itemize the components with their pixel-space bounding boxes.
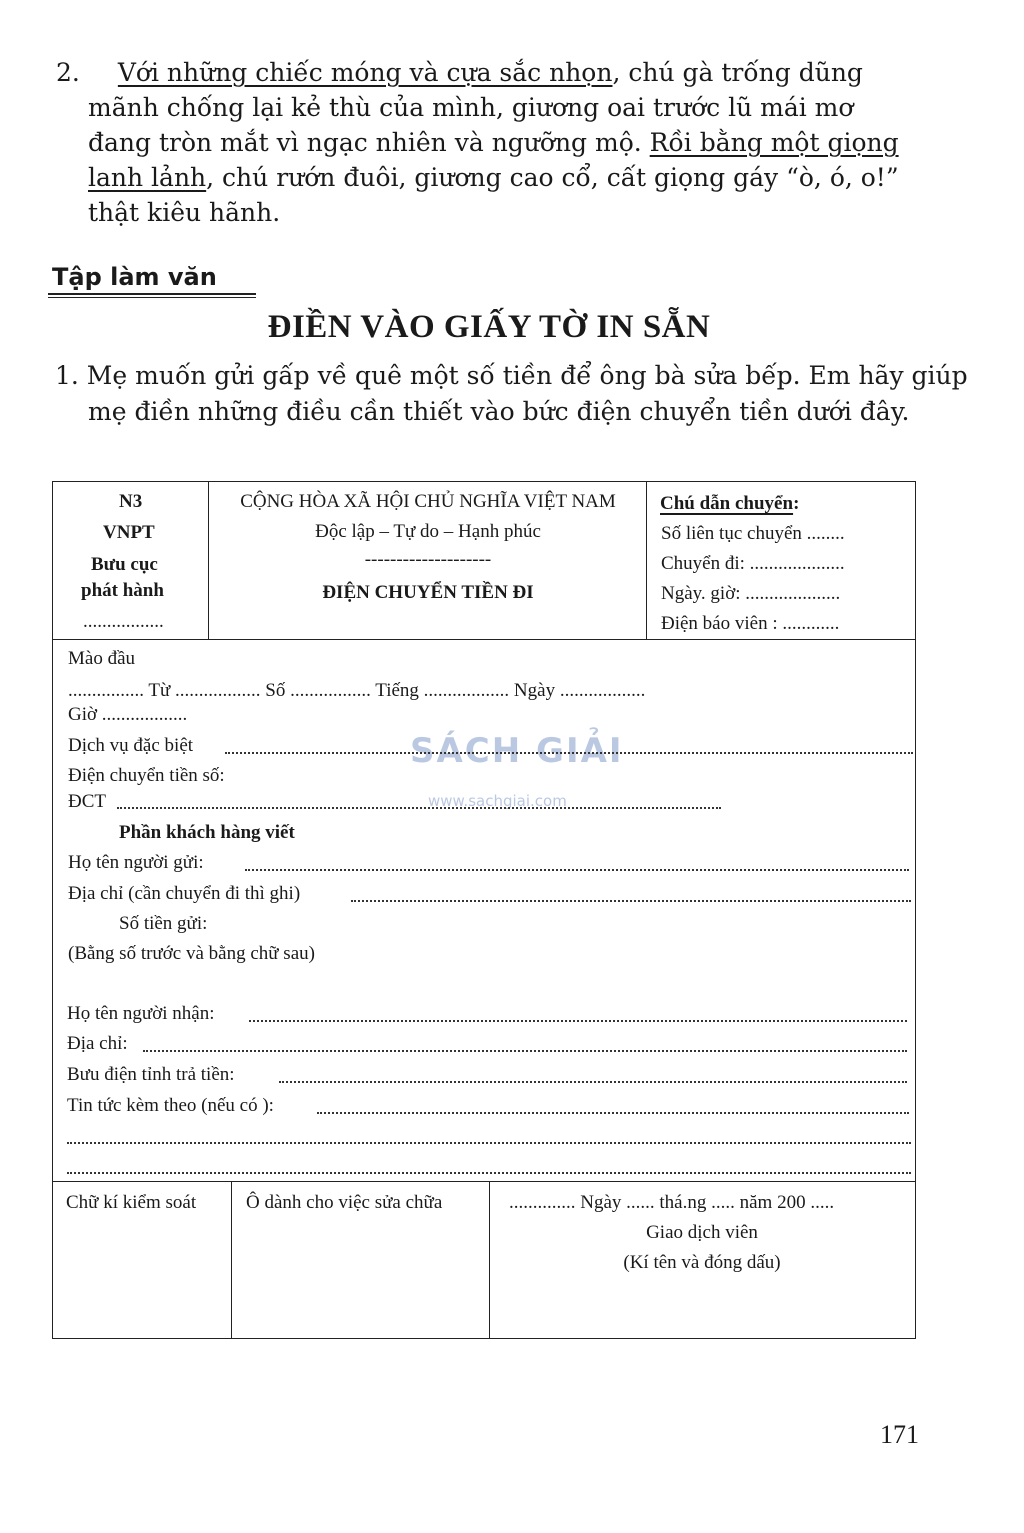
sender-address-line bbox=[351, 900, 911, 902]
sign-stamp-label: (Kí tên và đóng dấu) bbox=[623, 1252, 781, 1273]
routing-datetime: Ngày. giờ: .................... bbox=[661, 583, 841, 604]
page-number: 171 bbox=[880, 1420, 919, 1449]
amount-hint: (Bằng số trước và bằng chữ sau) bbox=[68, 943, 315, 964]
exercise-2-line-2: mãnh chống lại kẻ thù của mình, giương oai trước lũ mái mơ bbox=[88, 93, 854, 122]
message-line-1 bbox=[317, 1112, 909, 1114]
watermark-logo: SÁCH GIẢI bbox=[410, 731, 624, 771]
routing-title-text: Chú dẫn chuyển bbox=[660, 493, 794, 514]
text-span: , chú rướn đuôi, giương cao cổ, cất giọng gáy “ò, ó, o!” bbox=[206, 163, 899, 192]
sender-address-label: Địa chỉ (cần chuyển đi thì ghi) bbox=[68, 883, 301, 904]
header-bottom-line bbox=[53, 639, 915, 640]
header-company: VNPT bbox=[103, 522, 155, 543]
sender-name-label: Họ tên người gửi: bbox=[68, 852, 204, 873]
dct-label: ĐCT bbox=[68, 791, 106, 812]
header-label: Mào đầu bbox=[68, 648, 136, 669]
from-number-row: ................ Từ .................. Số ................. Tiếng .................. Ngày .................. bbox=[68, 680, 646, 701]
transfer-number-label: Điện chuyển tiền số: bbox=[68, 765, 225, 786]
document-title: ĐIỆN CHUYỂN TIỀN ĐI bbox=[322, 582, 534, 603]
routing-title bbox=[660, 493, 799, 515]
exercise-2-line-4 bbox=[88, 160, 899, 195]
paying-office-line bbox=[279, 1081, 907, 1083]
routing-destination: Chuyển đi: .................... bbox=[661, 553, 845, 574]
special-service-label: Dịch vụ đặc biệt bbox=[68, 735, 194, 756]
nation-name: CỘNG HÒA XÃ HỘI CHỦ NGHĨA VIỆT NAM bbox=[240, 491, 616, 512]
header-issuer: phát hành bbox=[81, 580, 164, 601]
underlined-phrase: Rồi bằng một giọng bbox=[649, 128, 899, 157]
text-span: đang tròn mắt vì ngạc nhiên và ngưỡng mộ. bbox=[88, 128, 650, 157]
footer-divider-left bbox=[231, 1181, 232, 1338]
watermark-url: www.sachgiai.com bbox=[428, 792, 567, 810]
header-code: N3 bbox=[119, 491, 143, 512]
money-transfer-form bbox=[52, 481, 916, 1339]
footer-top-line bbox=[53, 1181, 915, 1182]
clerk-label: Giao dịch viên bbox=[646, 1222, 758, 1243]
header-office: Bưu cục bbox=[91, 554, 158, 575]
date-line: .............. Ngày ...... thá.ng ..... năm 200 ..... bbox=[509, 1192, 835, 1213]
control-signature-label: Chữ kí kiểm soát bbox=[66, 1192, 197, 1213]
routing-serial: Số liên tục chuyển ........ bbox=[661, 523, 845, 544]
paying-office-label: Bưu điện tỉnh trả tiền: bbox=[67, 1064, 235, 1085]
correction-box-label: Ô dành cho việc sửa chữa bbox=[246, 1192, 443, 1213]
exercise-number: 2. bbox=[56, 58, 80, 87]
message-label: Tin tức kèm theo (nếu có ): bbox=[67, 1095, 274, 1116]
routing-operator: Điện báo viên : ............ bbox=[661, 613, 840, 634]
page-title: ĐIỀN VÀO GIẤY TỜ IN SẴN bbox=[267, 309, 711, 345]
exercise-2-line-5: thật kiêu hãnh. bbox=[88, 198, 281, 227]
sender-name-line bbox=[245, 869, 909, 871]
underlined-phrase: Với những chiếc móng và cựa sắc nhọn bbox=[117, 58, 613, 87]
routing-title-colon: : bbox=[793, 493, 800, 514]
section-underline-2 bbox=[48, 297, 256, 298]
exercise-2-line-3 bbox=[88, 125, 899, 160]
section-underline bbox=[48, 293, 256, 295]
message-line-2 bbox=[67, 1142, 911, 1144]
exercise-1-line-2: mẹ điền những điều cần thiết vào bức điện chuyển tiền dưới đây. bbox=[88, 397, 910, 426]
special-service-line bbox=[225, 752, 913, 754]
amount-label: Số tiền gửi: bbox=[119, 913, 208, 934]
dct-line bbox=[117, 807, 721, 809]
nation-motto: Độc lập – Tự do – Hạnh phúc bbox=[315, 521, 541, 542]
header-separator: -------------------- bbox=[364, 549, 492, 570]
time-field: Giờ .................. bbox=[68, 704, 188, 725]
exercise-2-line-1 bbox=[56, 55, 863, 90]
header-issuer-blank: ................. bbox=[83, 611, 164, 632]
exercise-1-line-1: 1. Mẹ muốn gửi gấp về quê một số tiền để ông bà sửa bếp. Em hãy giúp bbox=[55, 361, 968, 390]
text-span: , chú gà trống dũng bbox=[612, 58, 863, 87]
customer-section-title: Phần khách hàng viết bbox=[119, 822, 295, 843]
message-line-3 bbox=[67, 1172, 911, 1174]
recipient-address-label: Địa chỉ: bbox=[67, 1033, 128, 1054]
recipient-address-line bbox=[143, 1050, 907, 1052]
recipient-name-line bbox=[249, 1020, 907, 1022]
recipient-name-label: Họ tên người nhận: bbox=[67, 1003, 215, 1024]
section-label: Tập làm văn bbox=[52, 263, 217, 291]
underlined-phrase: lanh lảnh bbox=[88, 163, 207, 192]
